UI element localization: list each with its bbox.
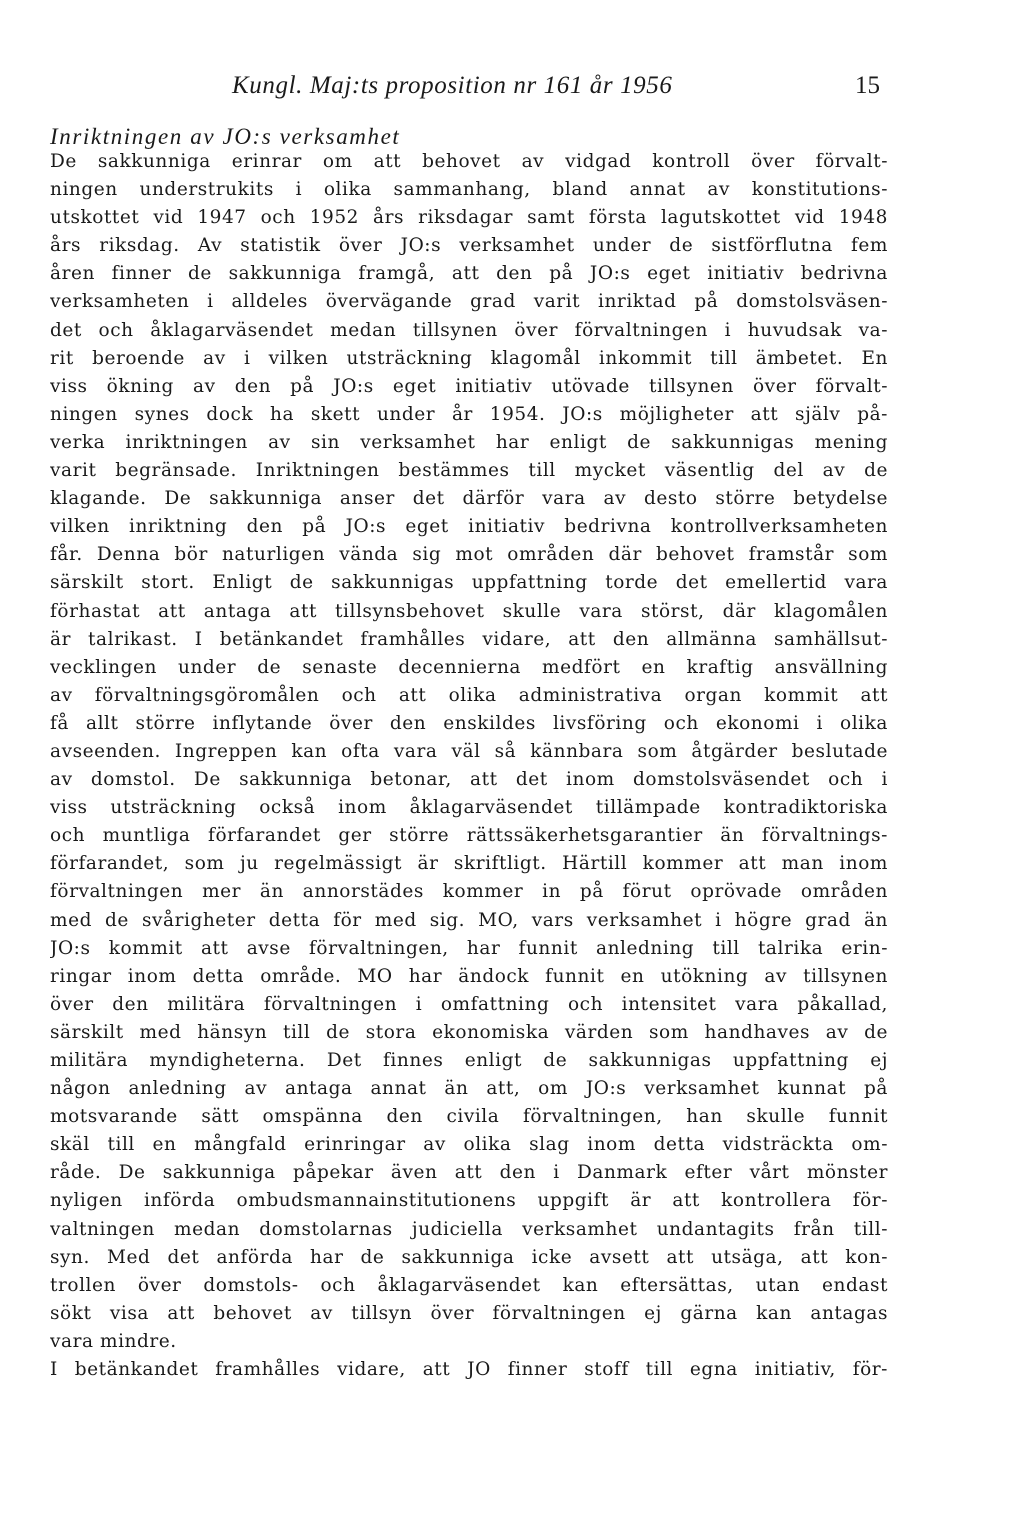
text-line: rit beroende av i vilken utsträckning klagomål inkommit till ämbetet. En — [50, 347, 888, 369]
text-line: valtningen medan domstolarnas judiciella verksamhet undantagits från till- — [50, 1218, 888, 1240]
text-line: ningen understrukits i olika sammanhang, bland annat av konstitutions- — [50, 179, 888, 201]
text-line: åren finner de sakkunniga framgå, att den på JO:s eget initiativ bedrivna — [50, 263, 888, 285]
text-line: av domstol. De sakkunniga betonar, att det inom domstolsväsendet och i — [50, 769, 888, 791]
running-header — [0, 72, 1024, 112]
text-line: särskilt stort. Enligt de sakkunnigas uppfattning torde det emellertid vara — [50, 572, 888, 594]
text-line: och muntliga förfarandet ger större rättssäkerhetsgarantier än förvaltnings- — [50, 825, 888, 847]
text-line: I betänkandet framhålles vidare, att JO finner stoff till egna initiativ, för- — [50, 1359, 888, 1381]
text-line: viss utsträckning också inom åklagarväsendet tillämpade kontradiktoriska — [50, 797, 888, 819]
text-line: motsvarande sätt omspänna den civila förvaltningen, han skulle funnit — [50, 1106, 888, 1128]
text-line: trollen över domstols- och åklagarväsendet kan eftersättas, utan endast — [50, 1274, 888, 1296]
text-line: av förvaltningsgöromålen och att olika administrativa organ kommit att — [50, 684, 888, 706]
text-line: råde. De sakkunniga påpekar även att den i Danmark efter vårt mönster — [50, 1162, 888, 1184]
text-line: verka inriktningen av sin verksamhet har enligt de sakkunnigas mening — [50, 431, 888, 453]
text-line: få allt större inflytande över den enskildes livsföring och ekonomi i olika — [50, 712, 888, 734]
header-title: Kungl. Maj:ts proposition nr 161 år 1956 — [232, 72, 673, 99]
text-line: förvaltningen mer än annorstädes kommer in på förut oprövade områden — [50, 881, 888, 903]
text-line: sökt visa att behovet av tillsyn över förvaltningen ej gärna kan antagas — [50, 1302, 888, 1324]
text-line: viss ökning av den på JO:s eget initiativ utövade tillsynen över förvalt- — [50, 375, 888, 397]
text-line: särskilt med hänsyn till de stora ekonomiska värden som handhaves av de — [50, 1021, 888, 1043]
page-number: 15 — [855, 72, 880, 99]
text-line: vecklingen under de senaste decennierna medfört en kraftig ansvällning — [50, 656, 888, 678]
text-line: nyligen införda ombudsmannainstitutionens uppgift är att kontrollera för- — [50, 1190, 888, 1212]
text-line: vilken inriktning den på JO:s eget initiativ bedrivna kontrollverksamheten — [50, 516, 888, 538]
text-line: är talrikast. I betänkandet framhålles vidare, att den allmänna samhällsut- — [50, 628, 888, 650]
text-line: verksamheten i alldeles övervägande grad varit inriktad på domstolsväsen- — [50, 291, 888, 313]
text-line: över den militära förvaltningen i omfattning och intensitet vara påkallad, — [50, 993, 888, 1015]
text-line: någon anledning av antaga annat än att, om JO:s verksamhet kunnat på — [50, 1078, 888, 1100]
text-line: med de svårigheter detta för med sig. MO, vars verksamhet i högre grad än — [50, 909, 888, 931]
text-line: klagande. De sakkunniga anser det därför vara av desto större betydelse — [50, 488, 888, 510]
text-line: får. Denna bör naturligen vända sig mot områden där behovet framstår som — [50, 544, 888, 566]
text-line: varit begränsade. Inriktningen bestämmes till mycket väsentlig del av de — [50, 460, 888, 482]
text-line: förhastat att antaga att tillsynsbehovet skulle vara störst, där klagomålen — [50, 600, 888, 622]
text-line: JO:s kommit att avse förvaltningen, har funnit anledning till talrika erin- — [50, 937, 888, 959]
text-line: militära myndigheterna. Det finnes enligt de sakkunnigas uppfattning ej — [50, 1050, 888, 1071]
text-line: syn. Med det anförda har de sakkunniga icke avsett att utsäga, att kon- — [50, 1246, 888, 1268]
body-text — [50, 148, 888, 1384]
text-line: det och åklagarväsendet medan tillsynen över förvaltningen i huvudsak va- — [50, 319, 888, 341]
text-line-paragraph-end: vara mindre. — [50, 1330, 177, 1352]
section-heading: Inriktningen av JO:s verksamhet — [50, 124, 401, 149]
text-line: förfarandet, som ju regelmässigt är skriftligt. Härtill kommer att man inom — [50, 853, 888, 875]
text-line: De sakkunniga erinrar om att behovet av vidgad kontroll över förvalt- — [50, 151, 888, 172]
text-line: ningen synes dock ha skett under år 1954. JO:s möjligheter att själv på- — [50, 403, 888, 425]
text-line: ringar inom detta område. MO har ändock funnit en utökning av tillsynen — [50, 965, 888, 987]
text-line: avseenden. Ingreppen kan ofta vara väl så kännbara som åtgärder beslutade — [50, 740, 888, 762]
text-line: skäl till en mångfald erinringar av olika slag inom detta vidsträckta om- — [50, 1134, 888, 1156]
text-line: års riksdag. Av statistik över JO:s verksamhet under de sistförflutna fem — [50, 235, 888, 257]
text-line: utskottet vid 1947 och 1952 års riksdagar samt första lagutskottet vid 1948 — [50, 207, 888, 229]
